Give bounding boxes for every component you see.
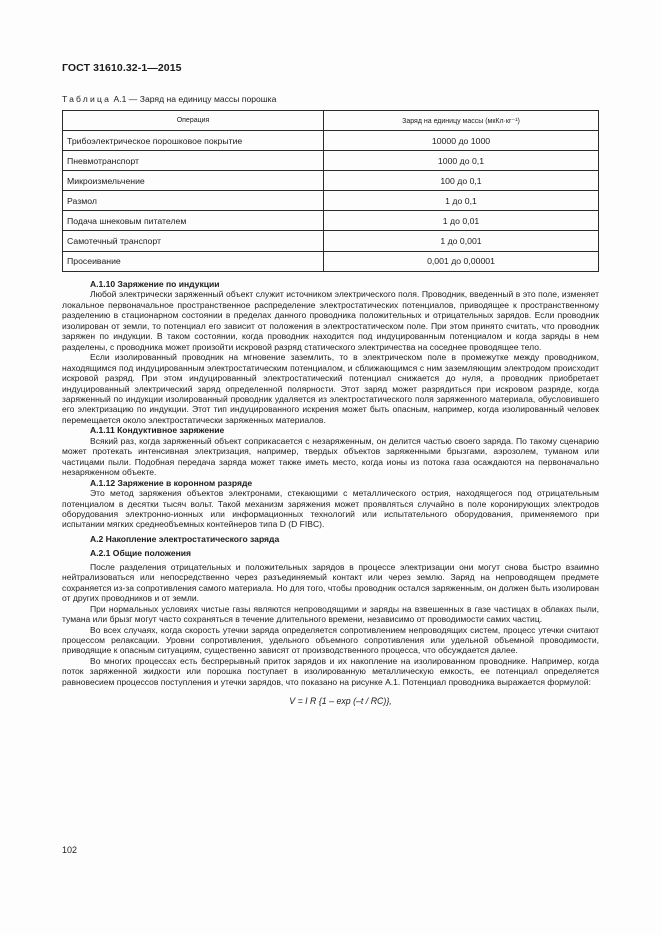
charge-cell: 1 до 0,1	[324, 191, 599, 211]
formula-text: V = I R {1 – exp (–t / RC)},	[289, 696, 392, 707]
table-row	[63, 211, 599, 231]
page-number: 102	[62, 845, 78, 855]
section-heading-general: А.2.1 Общие положения	[90, 548, 192, 559]
section-heading-conductive: А.1.11 Кондуктивное заряжение	[90, 425, 225, 436]
operation-cell: Подача шнековым питателем	[63, 211, 324, 231]
column-header-charge: Заряд на единицу массы (мкКл·кг⁻¹)	[324, 111, 599, 131]
charge-cell: 0,001 до 0,00001	[324, 251, 599, 271]
section-heading-corona: А.1.12 Заряжение в коронном разряде	[90, 477, 253, 488]
operation-cell: Просеивание	[63, 251, 324, 271]
table-row	[63, 251, 599, 271]
operation-cell: Самотечный транспорт	[63, 231, 324, 251]
table-row	[63, 131, 599, 151]
paragraph: Если изолированный проводник на мгновение заземлить, то в электрическом поле в промежутке между проводником, находящимся под индуцированным электростатическим потенциалом, и сближающимся с ним заземляющим электродом происходит искровой разряд. При этом индуцированный электростатический потенциал снижается до нуля, а проводник приобретает индуцированный электрический заряд определенной полярности. Этот заряд может разрядиться при искровом разряде, когда заряженный по индукции изолированный проводник удаляется из электростатического поля заряженного материала, обусловившего его электризацию по индукции. Этот тип индуцированного искрения может быть опасным, например, когда изолированный человек перемещается около электростатически заряженных материалов.	[62, 352, 599, 425]
charge-cell: 100 до 0,1	[324, 171, 599, 191]
standard-header: ГОСТ 31610.32-1—2015	[62, 62, 182, 74]
charge-cell: 10000 до 1000	[324, 131, 599, 151]
table-row	[63, 191, 599, 211]
charge-cell: 1000 до 0,1	[324, 151, 599, 171]
charge-per-mass-table	[62, 110, 599, 272]
table-caption	[62, 94, 276, 104]
operation-cell: Трибоэлектрическое порошковое покрытие	[63, 131, 324, 151]
column-header-operation: Операция	[63, 111, 324, 131]
table-row	[63, 171, 599, 191]
table-caption-prefix: Таблица	[62, 94, 112, 104]
paragraph: При нормальных условиях чистые газы являются непроводящими и заряды на взвешенных в газе частицах в облаках пыли, тумана или брызг могут часто сохраняться в течение длительного времени, независимо от проводимости самих частиц.	[62, 603, 599, 625]
charge-cell: 1 до 0,01	[324, 211, 599, 231]
paragraph: После разделения отрицательных и положительных зарядов в процессе электризации они могут снова быстро взаимно нейтрализоваться или непосредственно через разъединяемый контакт или через землю. Заряд на непроводящем предмете сохраняется из-за сопротивления самого материала. Но для того, чтобы проводник остался заряженным, он должен быть изолирован от других проводников и от земли.	[62, 561, 599, 604]
operation-cell: Микроизмельчение	[63, 171, 324, 191]
paragraph: Во всех случаях, когда скорость утечки заряда определяется сопротивлением непроводящих систем, процесс утечки считают процессом релаксации. Уровни сопротивления, удельного объемного сопротивления или удельной объемной проводимости, приводящие к опасным ситуациям, существенно зависят от производственного процесса, что обсуждается далее.	[62, 624, 599, 656]
paragraph: Во многих процессах есть беспрерывный приток зарядов и их накопление на изолированном проводнике. Например, когда поток заряженной жидкости или порошка поступает в изолированную металлическую емкость, ее потенциал определяется равновесием процессов поступления и утечки зарядов, что показано на рисунке А.1. Потенциал проводника выражается формулой:	[62, 655, 599, 687]
potential-formula	[62, 696, 599, 706]
paragraph: Это метод заряжения объектов электронами, стекающими с металлического острия, находящегося под отрицательным потенциалом в десятки тысяч вольт. Такой механизм заряжения может проявляться случайно в поле коронирующих электродов оборудования электронно-ионных или информационных технологий или испытательного оборудования, применяемого при испытании мягких среднеобъемных контейнеров типа D (D FIBC).	[62, 488, 599, 530]
body-text	[62, 279, 599, 707]
table-caption-title: А.1 — Заряд на единицу массы порошка	[111, 94, 277, 104]
section-heading-accumulation: А.2 Накопление электростатического заряда	[90, 533, 280, 544]
operation-cell: Размол	[63, 191, 324, 211]
table-header-row	[63, 111, 599, 131]
charge-cell: 1 до 0,001	[324, 231, 599, 251]
table-row	[63, 151, 599, 171]
section-heading-induction: А.1.10 Заряжение по индукции	[90, 279, 220, 289]
paragraph: Всякий раз, когда заряженный объект соприкасается с незаряженным, он делится частью своего заряда. По такому сценарию может протекать интенсивная электризация, например, твердых объектов заряженными брызгами, аэрозолем, туманом или частицами пыли. Подобная передача заряда может также иметь место, когда ионы из потока газа осаждаются на первоначально незаряженном объекте.	[62, 435, 599, 478]
operation-cell: Пневмотранспорт	[63, 151, 324, 171]
paragraph: Любой электрически заряженный объект служит источником электрического поля. Проводник, введенный в это поле, изменяет локальное первоначальное пространственное распределение электростатических потенциалов, приводящее к пространственному разделению в стационарном состоянии в пределах данного проводника положительных и отрицательных зарядов. Если проводник изолирован от земли, то потенциал его зависит от положения в электростатическом поле. При этом принято считать, что проводник заряжен по индукции. В таком состоянии, когда проводник находится под индуцированным потенциалом и когда заряды в нем разделены, с проводника может произойти искровой разряд статического электричества на соседнее проводящее тело.	[62, 289, 599, 352]
table-row	[63, 231, 599, 251]
